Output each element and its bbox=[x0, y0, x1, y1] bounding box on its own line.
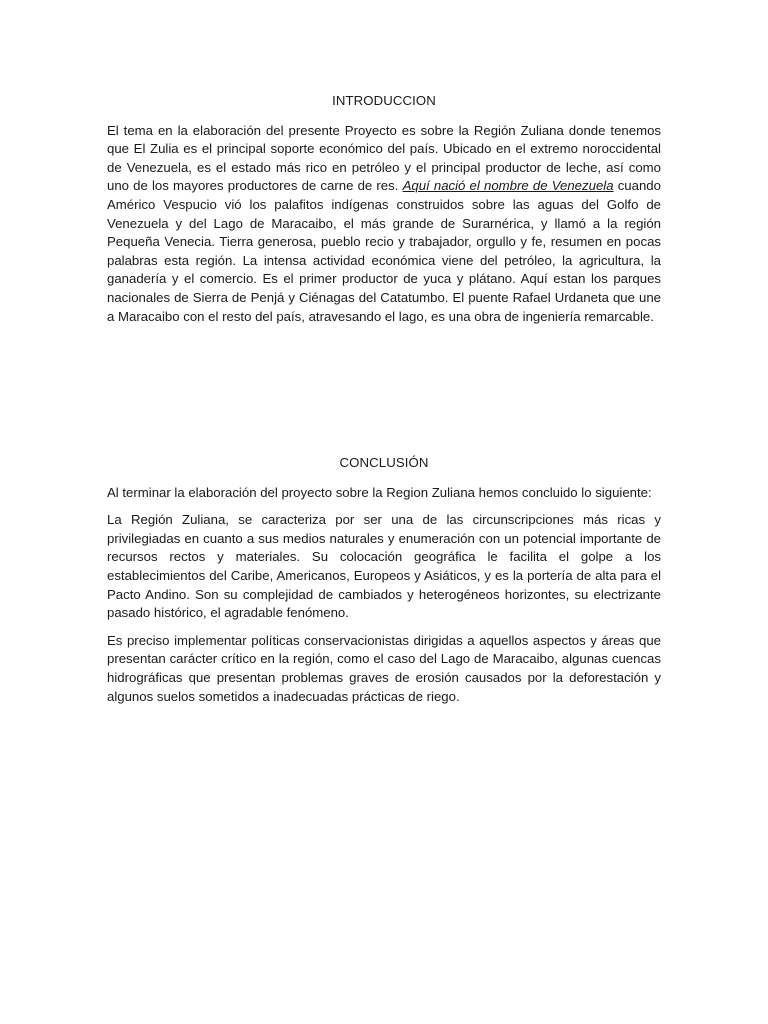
introduction-paragraph bbox=[107, 122, 661, 327]
conclusion-paragraph-3: Es preciso implementar políticas conservacionistas dirigidas a aquellos aspectos y áreas que presentan carácter crítico en la región, como el caso del Lago de Maracaibo, algunas cuencas hidrográficas que presentan problemas graves de erosión causados por la deforestación y algunos suelos sometidos a inadecuadas prácticas de riego. bbox=[107, 632, 661, 704]
conclusion-heading: CONCLUSIÓN bbox=[339, 455, 429, 470]
introduction-heading: INTRODUCCION bbox=[332, 93, 436, 108]
introduction-section bbox=[107, 92, 661, 335]
introduction-text-after: cuando Américo Vespucio vió los palafitos indígenas construidos sobre las aguas del Golfo de Venezuela y del Lago de Maracaibo, el más grande de Surarnérica, y llamó a la región Pequeña Venecia. Tierra generosa, pueblo recio y trabajador, orgullo y fe, resumen en pocas palabras esta región. La intensa actividad económica viene del petróleo, la agricultura, la ganadería y el comercio. Es el primer productor de yuca y plátano. Aquí estan los parques nacionales de Sierra de Penjá y Ciénagas del Catatumbo. El puente Rafael Urdaneta que une a Maracaibo con el resto del país, atravesando el lago, es una obra de ingeniería remarcable. bbox=[107, 178, 661, 324]
conclusion-paragraph-2: La Región Zuliana, se caracteriza por ser una de las circunscripciones más ricas y privilegiadas en cuanto a sus medios naturales y enumeración con un potencial importante de recursos rectos y materiales. Su colocación geográfica le facilita el golpe a los establecimientos del Caribe, Americanos, Europeos y Asiáticos, y es la portería de alta para el Pacto Andino. Son su complejidad de cambiados y heterogéneos horizontes, su electrizante pasado histórico, el agradable fenómeno. bbox=[107, 512, 661, 621]
conclusion-section bbox=[107, 454, 661, 715]
introduction-text-before: El tema en la elaboración del presente Proyecto es sobre la Región Zuliana donde tenemos que El Zulia es el principal soporte económico del país. Ubicado en el extremo noroccidental de Venezuela, es el estado más rico en petróleo y el principal productor de leche, así como uno de los mayores productores de carne de res. bbox=[107, 122, 661, 194]
introduction-emphasis-link: Aquí nació el nombre de Venezuela bbox=[402, 178, 614, 194]
conclusion-paragraph-1: Al terminar la elaboración del proyecto sobre la Region Zuliana hemos concluido lo siguiente: bbox=[107, 484, 652, 500]
